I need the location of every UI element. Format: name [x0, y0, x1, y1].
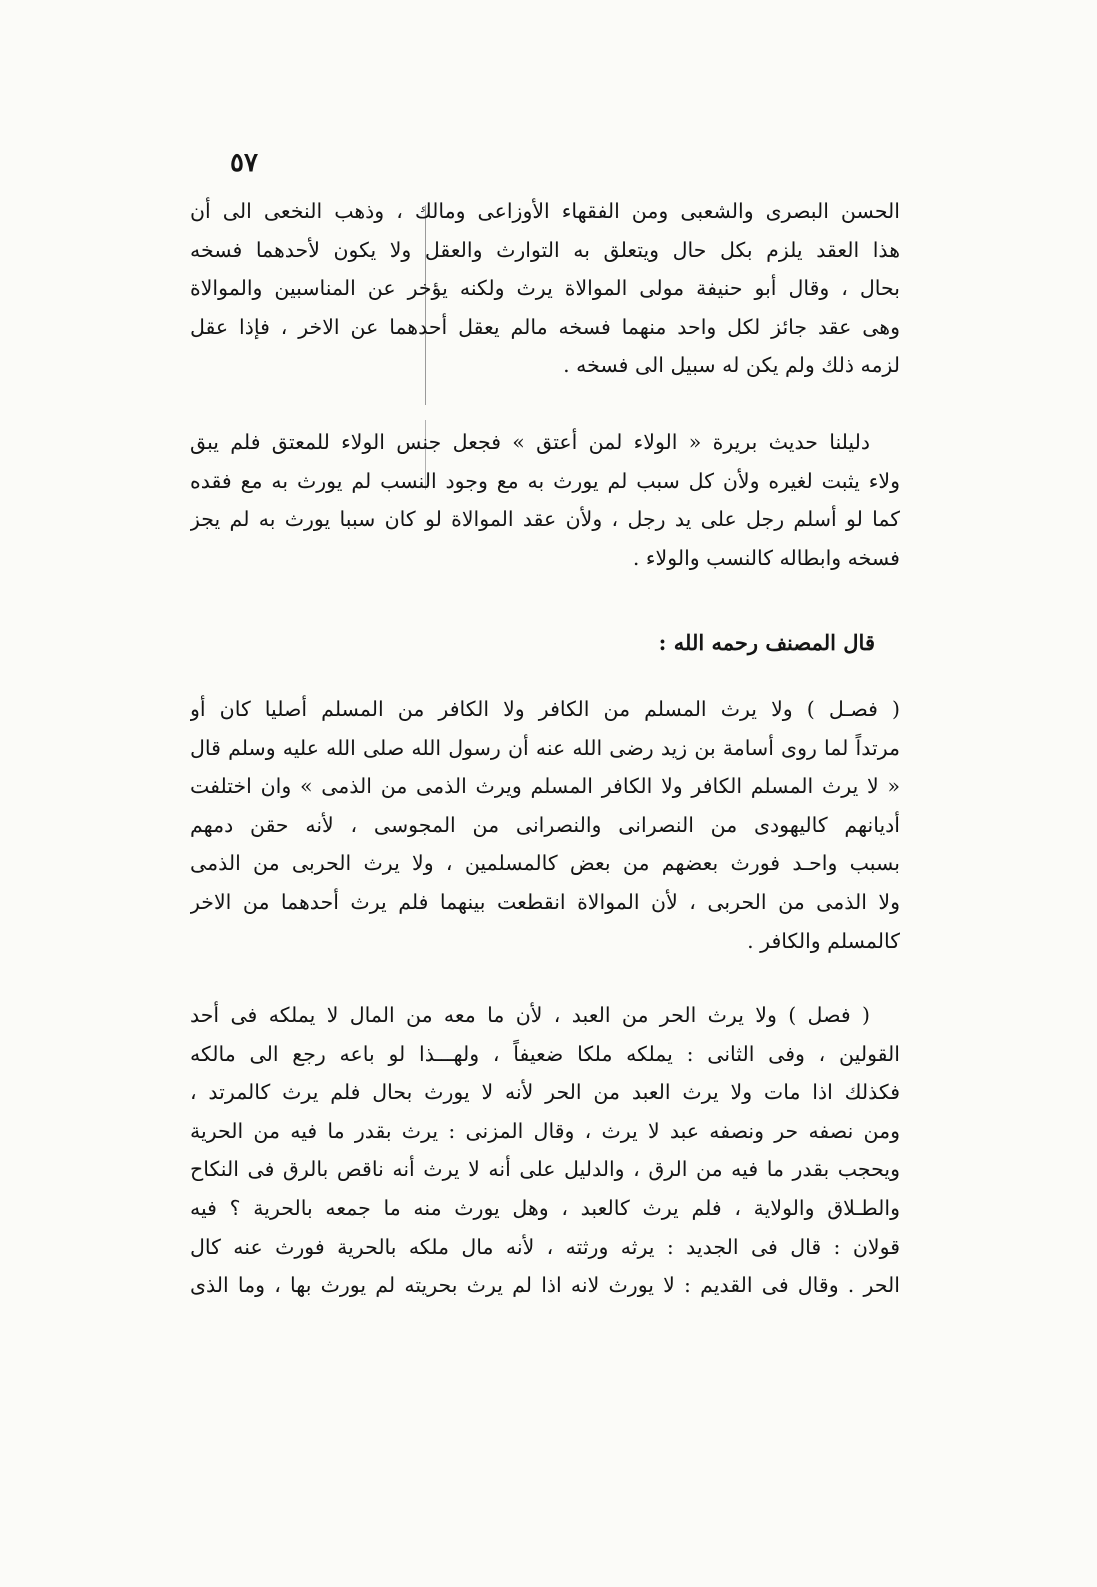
text-line: وهى عقد جائز لكل واحد منهما فسخه مالم يعقل أحدهما عن الاخر ، فإذا عقل	[190, 314, 900, 339]
text-line: كما لو أسلم رجل على يد رجل ، ولأن عقد الموالاة لو كان سببا يورث به لم يجز	[190, 507, 900, 532]
text-line: ( فصـل ) ولا يرث المسلم من الكافر ولا الكافر من المسلم أصليا كان أو	[190, 697, 900, 721]
section-1	[190, 690, 900, 960]
paragraph-1	[190, 192, 900, 385]
text-line: قولان : قال فى الجديد : يرثه ورثته ، لأنه مال ملكه بالحرية فورث عنه كال	[190, 1234, 900, 1259]
text-line: لزمه ذلك ولم يكن له سبيل الى فسخه .	[563, 353, 900, 378]
text-line: هذا العقد يلزم بكل حال ويتعلق به التوارث والعقل ولا يكون لأحدهما فسخه	[190, 237, 900, 262]
text-line: بسبب واحـد فورث بعضهم من بعض كالمسلمين ، ولا يرث الحربى من الذمى	[190, 851, 900, 876]
text-line: أديانهم كاليهودى من النصرانى والنصرانى من المجوسى ، لأنه حقن دمهم	[190, 812, 900, 837]
section-heading: قال المصنف رحمه الله :	[658, 630, 875, 655]
text-line: دليلنا حديث بريرة « الولاء لمن أعتق » فجعل جنس الولاء للمعتق فلم يبق	[190, 430, 870, 454]
text-line: ويحجب بقدر ما فيه من الرق ، والدليل على أنه لا يرث أنه ناقص بالرق فى النكاح	[190, 1157, 900, 1182]
page-number: ٥٧	[230, 148, 258, 178]
text-line: مرتداً لما روى أسامة بن زيد رضى الله عنه أن رسول الله صلى الله عليه وسلم قال	[190, 735, 900, 760]
text-line: كالمسلم والكافر .	[747, 928, 900, 953]
text-line: بحال ، وقال أبو حنيفة مولى الموالاة يرث ولكنه يؤخر عن المناسبين والموالاة	[190, 276, 900, 301]
text-line: فكذلك اذا مات ولا يرث العبد من الحر لأنه لا يورث بحال فلم يرث كالمرتد ،	[190, 1080, 900, 1105]
text-line: الحسن البصرى والشعبى ومن الفقهاء الأوزاعى ومالك ، وذهب النخعى الى أن	[190, 199, 900, 223]
text-line: ولا الذمى من الحربى ، لأن الموالاة انقطعت بينهما فلم يرث أحدهما من الاخر	[190, 889, 900, 914]
text-line: القولين ، وفى الثانى : يملكه ملكا ضعيفاً ، ولهـــذا لو باعه رجع الى مالكه	[190, 1041, 900, 1066]
section-2	[190, 996, 900, 1305]
text-line: الحر . وقال فى القديم : لا يورث لانه اذا لم يرث بحريته لم يورث بها ، وما الذى	[190, 1273, 900, 1298]
text-line: « لا يرث المسلم الكافر ولا الكافر المسلم ويرث الذمى من الذمى » وان اختلفت	[190, 774, 900, 799]
text-line: ولاء يثبت لغيره ولأن كل سبب لم يورث به مع وجود النسب لم يورث به مع فقده	[190, 468, 900, 493]
paragraph-2	[190, 423, 900, 577]
text-line: ومن نصفه حر ونصفه عبد لا يرث ، وقال المزنى : يرث بقدر ما فيه من الحرية	[190, 1118, 900, 1143]
text-line: ( فصل ) ولا يرث الحر من العبد ، لأن ما معه من المال لا يملكه فى أحد	[190, 1003, 870, 1027]
text-line: فسخه وابطاله كالنسب والولاء .	[632, 545, 900, 570]
text-line: والطـلاق والولاية ، فلم يرث كالعبد ، وهل يورث منه ما جمعه بالحرية ؟ فيه	[190, 1195, 900, 1220]
